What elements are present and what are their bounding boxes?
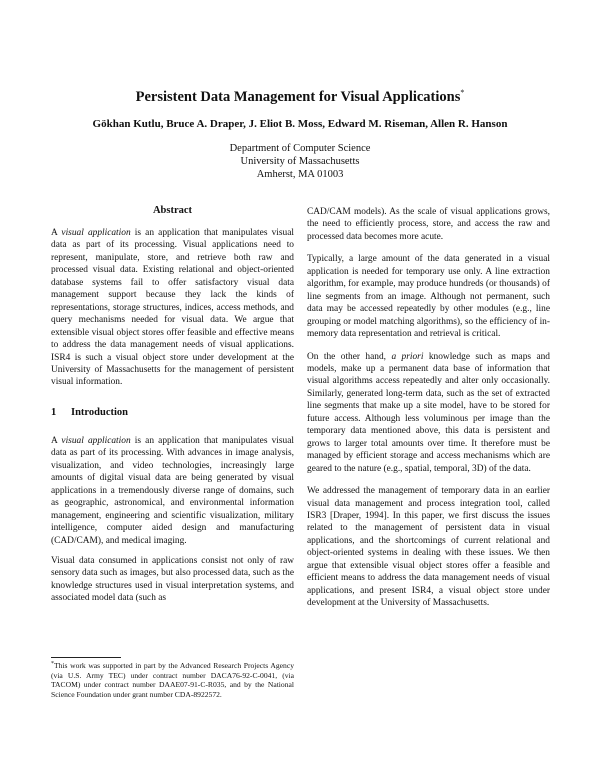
abstract-text bbox=[51, 227, 294, 389]
abstract-heading: Abstract bbox=[152, 205, 193, 216]
abstract-text-start: A bbox=[51, 228, 62, 238]
intro-p1-start: A bbox=[51, 435, 62, 446]
intro-paragraph-2-continued: CAD/CAM models). As the scale of visual applications grows, the need to efficiently process, store, and access the raw and processed data becomes more acute. bbox=[307, 207, 550, 242]
intro-p4-rest: knowledge such as maps and models, make up a permanent data base of information that visual algorithms access repeatedly and alter only occasionally. Similarly, generated long-term data, such as the set of extracted line segments that make up a site model, have to be stored for future access. Although less voluminous per image than the temporary data mentioned above, this data is persistent and grows to larger total amounts over time. It therefore must be managed by efficient storage and access mechanisms which are geared to the nature (e.g., spatial, temporal, 3D) of the data. bbox=[307, 351, 550, 474]
author-list: Gökhan Kutlu, Bruce A. Draper, J. Eliot B. Moss, Edward M. Riseman, Allen R. Hanson bbox=[92, 118, 508, 130]
intro-paragraph-2: Visual data consumed in applications consist not only of raw sensory data such as images, but also processed data, such as the knowledge structures used in visual interpretation systems, and associated model data (such as bbox=[51, 555, 294, 604]
affiliation-block bbox=[0, 142, 600, 181]
right-column bbox=[307, 206, 550, 610]
intro-paragraph-4 bbox=[307, 351, 550, 476]
affiliation-university: University of Massachusetts bbox=[240, 156, 360, 167]
intro-p1-rest: is an application that manipulates visual data as part of its processing. With advances in image analysis, visualization, and video technologies, increasingly large amounts of digital visual data are being generated by visual applications in a tremendously diverse range of domains, such as geographic, astronomical, and environmental information management, engineering and scientific visualization, military intelligence, computer aided design and manufacturing (CAD/CAM), and medical imaging. bbox=[51, 435, 294, 546]
a-priori-emphasis: a priori bbox=[391, 351, 424, 362]
intro-p4-start: On the other hand, bbox=[307, 351, 392, 362]
left-column bbox=[51, 204, 294, 605]
affiliation-address: Amherst, MA 01003 bbox=[256, 169, 344, 180]
footnote-text: This work was supported in part by the Advanced Research Projects Agency (via U.S. Army TEC) under contract number DACA76-92-C-0041, (via TACOM) under contract number DAAE07-91-C-R035, and by the National Science Foundation under grant number CDA-8922572. bbox=[51, 661, 294, 699]
paper-title-text: Persistent Data Management for Visual Applications bbox=[135, 89, 461, 105]
section-title: Introduction bbox=[71, 406, 128, 418]
intro-paragraph-3: Typically, a large amount of the data generated in a visual application is needed for temporary use only. A line extraction algorithm, for example, may produce hundreds (or thousands) of line segments from an image. Although not permanent, such data may be accessed repeatedly by other modules (e.g., line grouping or model matching algorithms), so the efficiency of in-memory data representation and retrieval is critical. bbox=[307, 254, 550, 340]
footnote-rule bbox=[51, 657, 121, 658]
abstract-text-rest: is an application that manipulates visual data as part of its processing. Visual applications need to represent, manipulate, store, and retrieve both raw and processed visual data. Existing relational and object-oriented database systems fail to offer satisfactory visual data management support because they lack the kinds of representations, storage structures, indices, access methods, and query mechanisms needed for visual data. We argue that extensible visual object stores offer feasible and effective means to address the data management needs of visual applications. ISR4 is such a visual object store under development at the University of Massachusetts for the management of persistent visual information. bbox=[51, 228, 294, 388]
intro-term-emphasis: visual application bbox=[61, 435, 131, 446]
footnote-mark: * bbox=[51, 661, 54, 667]
paper-title bbox=[0, 84, 600, 106]
funding-footnote bbox=[51, 660, 294, 699]
intro-paragraph-5: We addressed the management of temporary data in an earlier visual data management and process integration tool, called ISR3 [Draper, 1994]. In this paper, we first discuss the issues related to the management of persistent data in visual applications, and the shortcomings of current relational and object-oriented systems in dealing with these issues. We then argue that extensible visual object stores offer a feasible and efficient means to address the data management needs of visual applications, and present ISR4, a visual object store under development at the University of Massachusetts. bbox=[307, 486, 550, 609]
introduction-heading bbox=[51, 406, 294, 419]
intro-paragraph-1 bbox=[51, 435, 294, 547]
abstract-term-emphasis: visual application bbox=[61, 228, 131, 238]
title-footnote-mark: * bbox=[460, 88, 465, 97]
affiliation-department: Department of Computer Science bbox=[229, 143, 371, 154]
section-number: 1 bbox=[51, 406, 57, 418]
